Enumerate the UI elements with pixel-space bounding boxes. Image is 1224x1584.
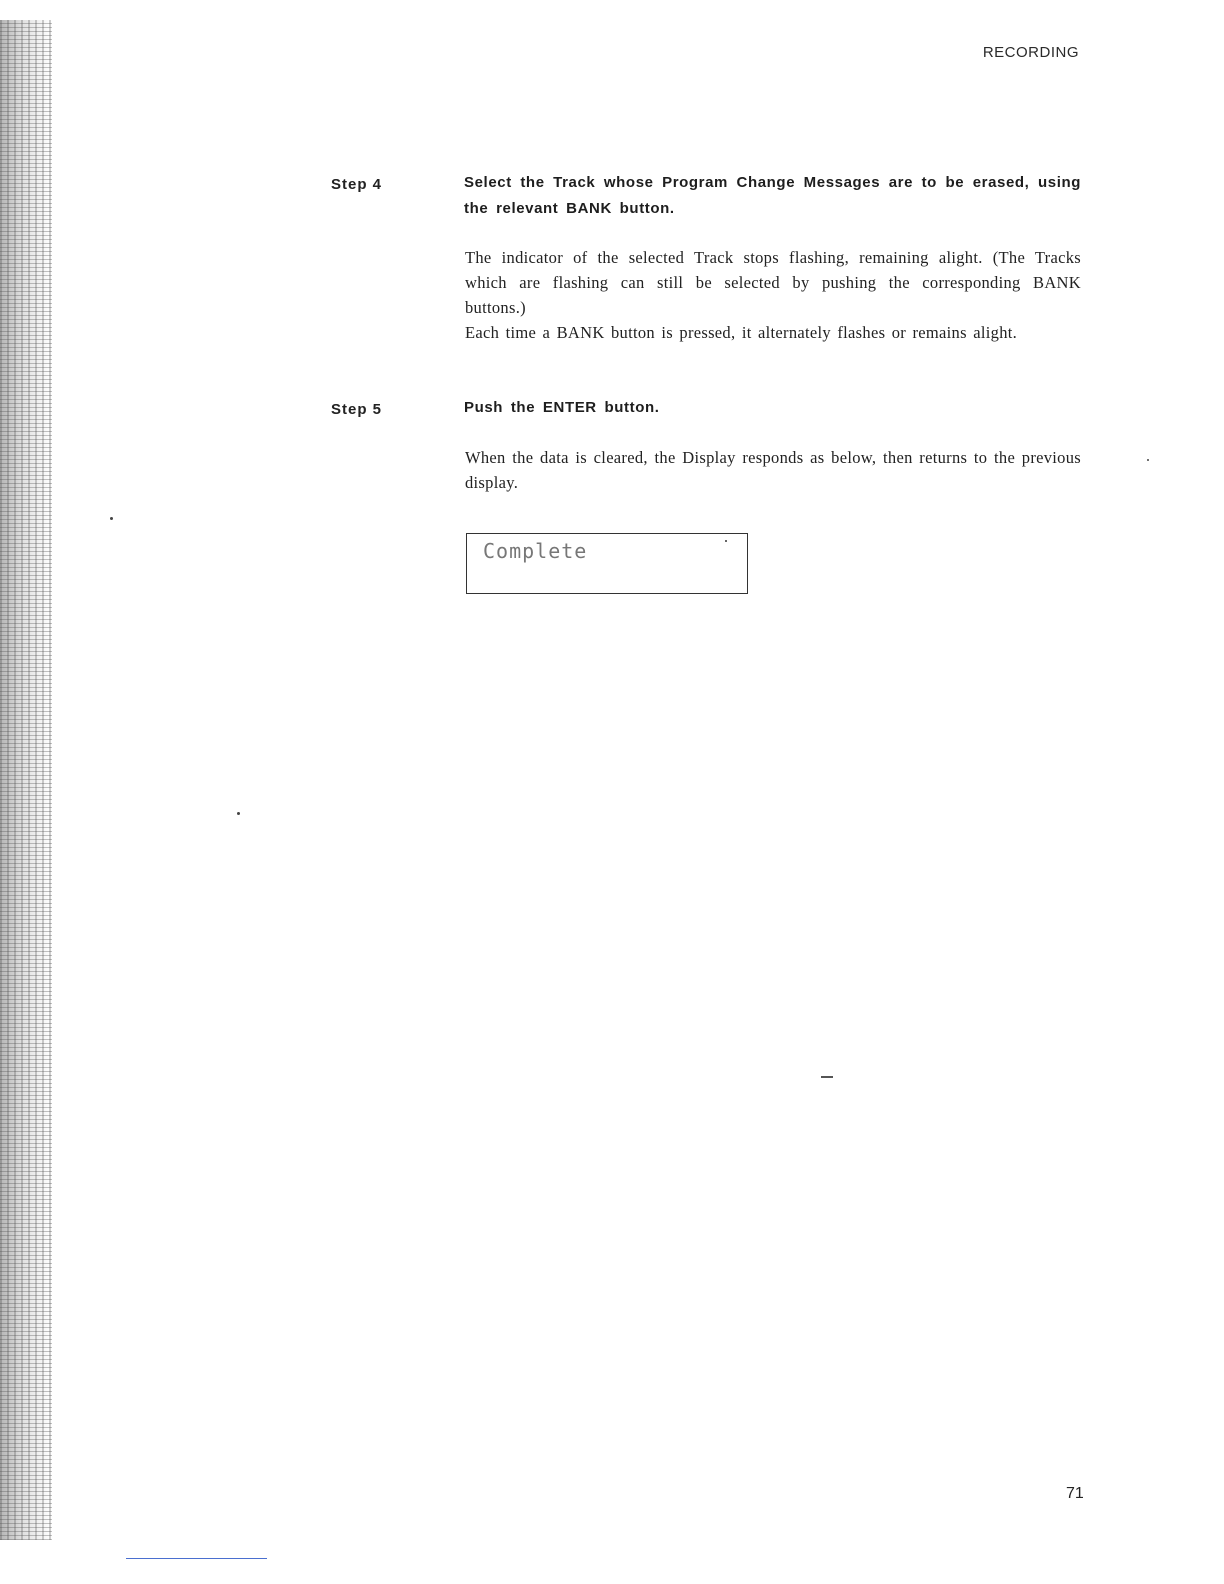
step-4-paragraph: Each time a BANK button is pressed, it alternately flashes or remains alight. — [465, 323, 1018, 342]
lcd-pixel-dot — [725, 540, 727, 542]
scanned-binding-edge — [0, 20, 52, 1540]
step-4-description — [465, 245, 1081, 345]
step-4-label: Step 4 — [331, 176, 383, 193]
lcd-display — [466, 533, 748, 594]
scan-mark — [821, 1076, 833, 1078]
step-4-instruction: Select the Track whose Program Change Messages are to be erased, using the relevant BANK button. — [464, 174, 1081, 217]
scan-speck — [237, 812, 240, 815]
step-4-paragraph: The indicator of the selected Track stops flashing, remaining alight. (The Tracks which are flashing can still be selected by pushing the corresponding BANK buttons.) — [465, 248, 1081, 317]
scan-speck — [110, 517, 113, 520]
scan-speck — [1147, 459, 1149, 461]
bottom-rule — [126, 1558, 267, 1559]
page-number: 71 — [1066, 1485, 1084, 1502]
lcd-display-text: Complete — [483, 539, 588, 563]
step-5-description — [465, 445, 1081, 495]
step-5-paragraph: When the data is cleared, the Display responds as below, then returns to the previous display. — [465, 448, 1081, 492]
step-5-instruction: Push the ENTER button. — [464, 399, 660, 416]
step-5-label: Step 5 — [331, 401, 383, 418]
section-header: RECORDING — [982, 44, 1079, 61]
